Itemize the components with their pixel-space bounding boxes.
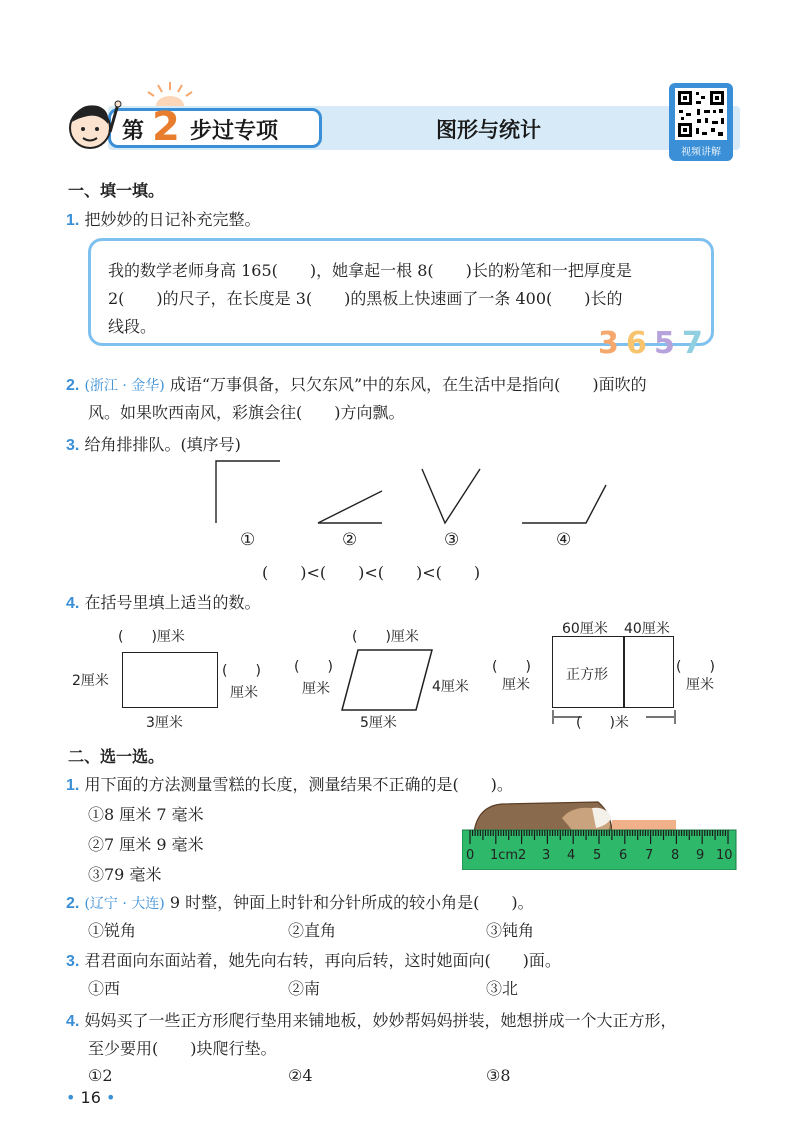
angle-1 (216, 461, 280, 523)
deco-digit: 7 (682, 326, 703, 361)
para-bottom-label: 5厘米 (360, 715, 397, 731)
deco-digit: 6 (626, 326, 647, 361)
question-2-4 (66, 1008, 676, 1031)
question-1-4 (66, 590, 260, 613)
question-2-1 (66, 772, 513, 795)
para-top-label[interactable]: ( )厘米 (352, 629, 419, 645)
diary-line-2[interactable]: 2( )的尺子，在长度是 3( )的黑板上快速画了一条 400( )长的 (108, 289, 623, 308)
ruler-label: 6 (619, 848, 628, 863)
ruler-label: 7 (645, 848, 654, 863)
question-1-3 (66, 432, 241, 455)
question-text: 给角排排队。(填序号) (84, 435, 241, 454)
section-1-title: 一、填一填。 (68, 181, 165, 200)
rect-right-paren[interactable]: ( ) (222, 663, 261, 679)
angle-label-3: ③ (444, 530, 460, 550)
option-b[interactable]: ②南 (288, 979, 321, 998)
qr-caption: 视频讲解 (681, 147, 721, 158)
option-b[interactable]: ②直角 (288, 921, 337, 940)
step-prefix: 第 (122, 119, 145, 144)
question-text-line-1[interactable]: 成语“万事俱备，只欠东风”中的东风，在生活中是指向( )面吹的 (169, 375, 647, 394)
angle-label-1: ① (240, 530, 256, 550)
option-b[interactable]: ②4 (288, 1066, 313, 1085)
rect-bottom-label: 3厘米 (146, 715, 183, 731)
question-number: 2. (66, 377, 80, 394)
question-2-3 (66, 948, 561, 971)
rectangle-shape (122, 652, 218, 708)
ruler-label: 9 (696, 848, 705, 863)
question-text-line-2[interactable]: 至少要用( )块爬行垫。 (88, 1039, 277, 1058)
square-top-right-label: 40厘米 (624, 621, 670, 637)
question-number: 4. (66, 1013, 80, 1030)
deco-digit: 5 (654, 326, 675, 361)
question-1-1 (66, 207, 260, 230)
ruler-labels (462, 848, 738, 868)
rect-right-unit: 厘米 (230, 685, 258, 701)
angle-label-4: ④ (556, 530, 572, 550)
question-source: (辽宁 · 大连) (84, 896, 165, 912)
diary-line-3: 线段。 (108, 317, 157, 336)
question-text-line-2[interactable]: 风。如果吹西南风，彩旗会往( )方向飘。 (88, 403, 405, 422)
rect-top-label[interactable]: ( )厘米 (118, 629, 185, 645)
boy-mascot-icon (60, 96, 124, 158)
parallelogram-shape (340, 648, 435, 712)
diary-line-1[interactable]: 我的数学老师身高 165( )，她拿起一根 8( )长的粉笔和一把厚度是 (108, 261, 632, 280)
ruler-label: 8 (671, 848, 680, 863)
page-number: 16 (80, 1088, 101, 1107)
rect-left-label: 2厘米 (72, 673, 109, 689)
question-text: 在括号里填上适当的数。 (84, 593, 261, 612)
sunrise-decoration-icon (140, 80, 200, 106)
divider-line (623, 637, 625, 707)
ruler-label: 2 (518, 848, 527, 863)
option-c[interactable]: ③北 (486, 979, 519, 998)
section-2-title: 二、选一选。 (68, 747, 165, 766)
option-c[interactable]: ③8 (486, 1066, 511, 1085)
ruler-label: 10 (716, 848, 733, 863)
ruler-label: 0 (466, 848, 475, 863)
square-left-unit: 厘米 (502, 677, 530, 693)
square-top-left-label: 60厘米 (562, 621, 608, 637)
step-number: 2 (152, 104, 180, 150)
question-1-2 (66, 372, 647, 395)
para-right-label: 4厘米 (432, 679, 469, 695)
question-source: (浙江 · 金华) (84, 378, 165, 394)
option-c[interactable]: ③79 毫米 (88, 865, 162, 884)
page-topic: 图形与统计 (436, 118, 541, 142)
option-a[interactable]: ①锐角 (88, 921, 137, 940)
angle-2 (318, 491, 382, 523)
para-left-unit: 厘米 (302, 681, 330, 697)
question-number: 4. (66, 595, 80, 612)
option-c[interactable]: ③钝角 (486, 921, 535, 940)
option-a[interactable]: ①西 (88, 979, 121, 998)
square-bottom-label[interactable]: ( )米 (576, 715, 629, 731)
bullet-dot-icon: • (105, 1088, 116, 1107)
option-b[interactable]: ②7 厘米 9 毫米 (88, 835, 204, 854)
square-left-paren[interactable]: ( ) (492, 659, 531, 675)
page-number-footer (66, 1088, 115, 1107)
qr-card[interactable] (669, 83, 733, 161)
question-text[interactable]: 用下面的方法测量雪糕的长度，测量结果不正确的是( )。 (84, 775, 513, 794)
question-number: 3. (66, 437, 80, 454)
question-text-line-1: 妈妈买了一些正方形爬行垫用来铺地板，妙妙帮妈妈拼装，她想拼成一个大正方形， (84, 1011, 677, 1030)
question-text[interactable]: 9 时整，钟面上时针和分针所成的较小角是( )。 (169, 893, 534, 912)
ruler-label: 3 (542, 848, 551, 863)
angle-4 (522, 485, 606, 523)
question-2-2 (66, 890, 534, 913)
deco-digit: 3 (598, 326, 619, 361)
angles-figure (200, 455, 620, 530)
question-text[interactable]: 君君面向东面站着，她先向右转，再向后转，这时她面向( )面。 (84, 951, 561, 970)
square-right-unit: 厘米 (686, 677, 714, 693)
qr-code-icon (675, 88, 727, 140)
option-a[interactable]: ①2 (88, 1066, 113, 1085)
question-number: 1. (66, 777, 80, 794)
question-number: 3. (66, 953, 80, 970)
square-right-paren[interactable]: ( ) (676, 659, 715, 675)
angle-3 (422, 469, 480, 523)
angle-label-2: ② (342, 530, 358, 550)
bullet-dot-icon: • (66, 1088, 76, 1107)
question-text: 把妙妙的日记补充完整。 (84, 210, 261, 229)
ruler-label: 4 (567, 848, 576, 863)
step-suffix: 步过专项 (190, 119, 279, 144)
question-number: 2. (66, 895, 80, 912)
ruler-label: 1cm (490, 848, 519, 863)
ruler-label: 5 (593, 848, 602, 863)
angle-order-blanks[interactable]: ( )<( )<( )<( ) (262, 563, 481, 582)
question-number: 1. (66, 212, 80, 229)
square-inner-label: 正方形 (566, 667, 608, 683)
para-left-paren[interactable]: ( ) (294, 659, 333, 675)
option-a[interactable]: ①8 厘米 7 毫米 (88, 805, 204, 824)
